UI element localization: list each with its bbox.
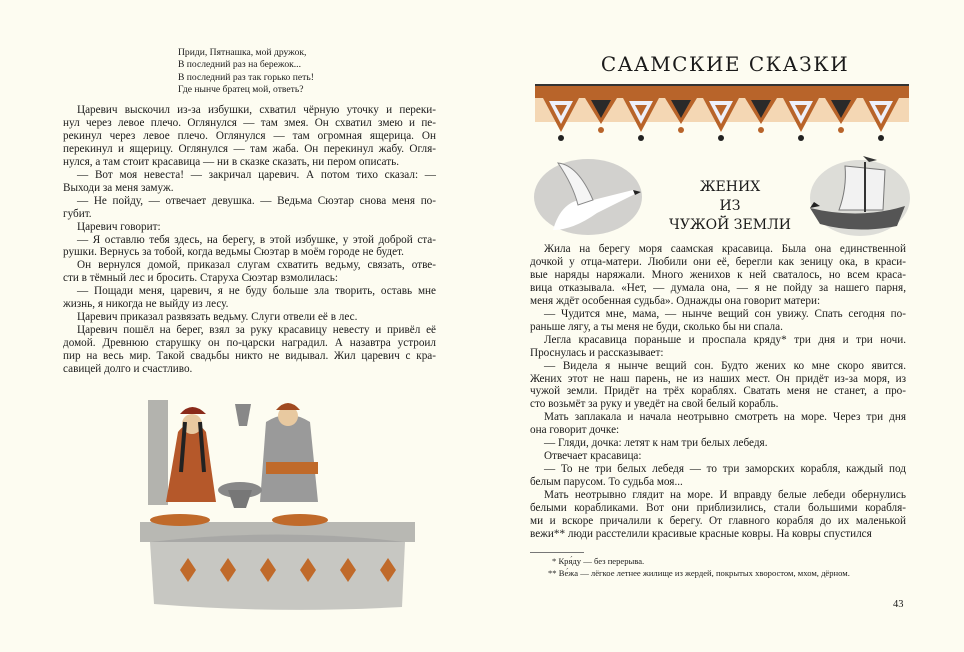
text-line: Царевич говорит: [77,220,161,233]
page-number: 43 [893,599,904,610]
text-line: Выходи за меня замуж. [63,181,174,194]
text-line: савицей долго и счастливо. [63,363,193,376]
text-line: сто возьмёт за руку и уведёт на свой белый корабль. [530,398,779,411]
ornament-banner [535,84,909,146]
poem-line: В последний раз на бережок... [178,59,301,71]
text-line: Жила на берегу моря саамская красавица. Была она единственной [544,243,906,255]
footnote: * Кря́ду — без перерыва. [552,556,645,566]
text-line: жизнь, я никогда не выйду из лесу. [63,298,229,311]
text-line: перекинул и ящерицу. Оглянулся — там жаба. Он перекинул жабу. Огля- [63,142,436,155]
text-line: Царевич выскочил из-за избушки, схватил чёрную уточку и переки- [77,104,436,116]
text-line: Царевич пошёл на берег, взял за руку красавицу невесту и привёл её [77,324,436,337]
text-line: нул через левое плечо. Оглянулся — там змея. Он схватил змею и пе- [63,116,436,129]
swan-illustration [533,155,653,237]
poem [178,47,314,96]
text-line: Мать заплакала и начала неотрывно смотреть на море. Через три дня [544,411,906,424]
ship-illustration [805,148,910,238]
text-line: Жених этот не наш парень, не из наших мест. Он придёт из-за моря, из [530,372,906,385]
footnote: ** Ве́жа — лёгкое летнее жилище из жердей, покрытых хворостом, мхом, дёрном. [548,568,850,578]
text-line: Царевич приказал развязать ведьму. Слуги отвели её в лес. [77,311,358,324]
story-title-line: ЧУЖОЙ ЗЕМЛИ [669,217,791,233]
text-line: — Пощади меня, царевич, я не буду больше зла творить, оставь мне [77,285,436,298]
text-line: вые наряды наряжали. Много женихов к ней сваталось, но всем краса- [530,268,906,281]
text-line: — Я оставлю тебя здесь, на берегу, в этой избушке, у этой доброй ста- [77,233,436,246]
text-line: Отвечает красавица: [544,450,642,463]
footnotes [530,555,906,579]
text-line: сти в тёмный лес и бросить. Старуха Сюэтар взмолилась: [63,272,338,285]
text-line: — Чудится мне, мама, — нынче вещий сон увижу. Спать сегодня по- [544,307,906,320]
text-line: раньше лягу, а ты меня не буди, сколько бы ни спала. [530,320,783,333]
text-line: Он вернулся домой, приказал слугам схватить ведьму, связать, отве- [77,259,436,272]
text-line: меня ждёт особенная судьба». Однажды она говорит матери: [530,294,821,307]
footnote-divider [530,552,584,553]
text-line: — Не пойду, — отвечает девушка. — Ведьма Сюэтар снова меня по- [77,194,436,207]
text-line: вица отказывала. «Нет, — думала она, — я не пойду за нашего парня, [530,281,906,294]
text-line: домой. Древнюю старушку он по-царски наградил. А назавтра устроил [63,337,436,350]
text-line: губит. [63,207,92,220]
text-line: — Вот моя невеста! — закричал царевич. А потом тихо сказал: — [77,168,436,181]
left-page-text [63,104,436,376]
story-title-line: ИЗ [719,198,741,214]
text-line: рушки. Вернусь за тобой, когда ведьмы Сюэтар в моём городе не будет. [63,246,404,259]
text-line: Проснулась и рассказывает: [530,346,664,359]
text-line: она говорит дочке: [530,424,620,437]
text-line: нулся, а там стоит красавица — ни в сказке сказать, ни пером описать. [63,155,400,168]
text-line: Мать неотрывно глядит на море. И вправду белые лебеди обернулись [544,489,906,502]
text-line: — То не три белых лебедя — то три заморских корабля, каждый под [544,463,906,476]
feast-illustration [140,392,415,614]
story-title [660,178,800,235]
text-line: чужой земли. Придёт на трёх кораблях. Сватать меня не станет, а про- [530,385,906,398]
poem-line: Приди, Пятнашка, мой дружок, [178,47,307,58]
text-line: ми и вскоре причалили к берегу. От главного корабля до их маленькой [530,515,906,528]
poem-line: В последний раз так горько петь! [178,71,314,83]
text-line: — Гляди, дочка: летят к нам три белых лебедя. [544,437,768,450]
text-line: дочкой у отца-матери. Любили они её, берегли как зеницу ока, в краси- [530,255,906,268]
text-line: Легла красавица пораньше и проспала кряду* три дня и три ночи. [544,333,906,346]
section-title: САAМСКИЕ СКАЗКИ [600,52,850,76]
text-line: вежи** люди расстелили красивые красные ковры. На ковры спустился [530,527,872,540]
poem-line: Где нынче братец мой, ответь? [178,83,304,95]
story-title-line: ЖЕНИХ [699,179,761,195]
text-line: — Видела я нынче вещий сон. Будто жених ко мне скоро явится. [544,359,906,372]
text-line: рекинул через левое плечо. Оглянулся — там огромная ящерица. Он [63,129,436,142]
text-line: белым парусом. То судьба моя... [530,476,683,489]
right-page-text [530,243,906,541]
text-line: пир на весь мир. Такой свадьбы никто не видывал. Жил царевич с кра- [63,350,436,363]
text-line: белыми корабликами. Вот они приблизились, стали большими корабля- [530,502,906,515]
